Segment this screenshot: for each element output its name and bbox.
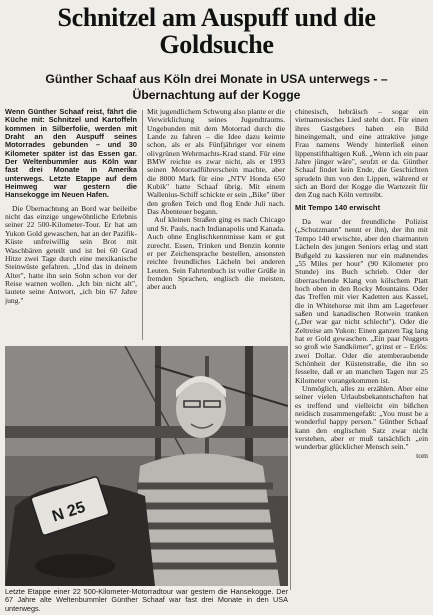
col2-paragraph-2: Auf kleinen Straßen ging es nach Chicago und St. Pauls, nach Indianapolis und Kanada. Auch ohne Englischkenntnisse kam er gut zurecht. Essen, Trinken und Benzin konnte er per Zeichensprache bestellen, ansonsten reichte freundliches Lächeln bei anderen Leuten. Sein Fahrtenbuch ist voller Grüße in fremden Sprachen, englisch die meisten, aber auch [147,215,285,292]
column-1 [5,108,137,343]
article-photo [5,346,288,586]
lead-paragraph: Wenn Günther Schaaf reist, fährt die Küche mit: Schnitzel und Kartoffeln kommen in Silberfolie, werden mit Draht an den Auspuff seines Motorrades gebunden – und 30 Kilometer später ist das Essen gar. Der Weltenbummler aus Köln war fast drei Monate in Amerika unterwegs. Letzte Etappe auf dem Heimweg war gestern die Hansekogge im Neuen Hafen. [5,108,137,200]
license-plate-text: N 25 [50,498,88,526]
column-divider [290,110,291,590]
author-signature: tom [416,450,428,460]
column-2 [147,108,285,343]
col3-paragraph-3: Unmöglich, alles zu erzählen. Aber eine seiner vielen Urlaubsbekanntschaften hat es treffend und vielleicht ein bißchen neidisch zusammengefaßt: „You must be a wonderful happy person." Günther Schaaf kann den englischen Satz zwar nicht verstehen, aber er muß tatsächlich „ein wunderbar glücklicher Mensch sein." [295,384,428,452]
col3-subheading: Mit Tempo 140 erwischt [295,202,381,212]
col2-paragraph-1: Mit jugendlichem Schwung also plante er die Verwirklichung seines Jugendtraums. Ungebunden mit dem Motorrad durch die Lande zu fahren – die Idee dazu keimte schon, als er als Fünfjähriger vor einem olivgrünen Wehrmachts-Krad stand. Für eine BMW reichte es zwar nicht, als er 1993 seinen Motorradführerschein machte, aber die 8000 Mark für eine „NTV Honda 650 Kubik" hatte Schaaf übrig. Mit einem Wallenius-Schiff schickte er sein „Bike" über den großen Teich und flog Ende Juli nach. Das Abenteuer begann. [147,108,285,217]
column-3 [295,108,428,580]
col1-paragraph-1: Die Übernachtung an Bord war beileibe nicht das einzige ungewöhnliche Erlebnis seiner 22 500-Kilometer-Tour. Er hat am Yukon Gold gewaschen, hat an der Pazifik-Küste unfreiwillig sein Brot mit Waschbären geteilt und ist bei 60 Grad Hitze zwei Tage durch eine mexikanische Steinwüste gefahren. „Und das in deinem Alter", hatte ihn sein Sohn schon vor der Reise warnen wollen. „Ich bin nicht alt", lautete seine Antwort, „ich bin 67 Jahre jung." [5,203,137,305]
subheadline: Günther Schaaf aus Köln drei Monate in USA unterwegs - – Übernachtung auf der Kogge [45,72,388,102]
headline: Schnitzel am Auspuff und die Goldsuche [57,3,376,59]
photo-caption: Letzte Etappe einer 22 500-Kilometer-Motorradtour war gestern die Hansekogge. Der 67 Jahre alte Weltenbummler Günther Schaaf war fast drei Monate in den USA unterwegs. [5,587,288,613]
column-divider [142,110,143,340]
col3-paragraph-2: Da war der freundliche Polizist („Schutzmann" nennt er ihn), der ihn mit Tempo 140 erwischte, aber den charmanten Lächeln des jungen Seniors erlag und statt Bußgeld zu kassieren nur ein mahnendes „55 Miles per hour" (90 Kilometer pro Stunde) ins Buch schrieb. Oder der überraschende Klang von kölschem Platt hoch oben in den Rocky Mountains. Oder das Treffen mit vier Kadetten aus Kassel, die in Whitehorse mit ihm am Lagerfeuer saßen und kanadischen Rotwein tranken („Der war gar nicht schlecht"). Oder die Zeltreise am Yukon: Einen ganzen Tag lang hat er Gold gewaschen. „Ein paar Nuggets so groß wie Sandkörner", grinst er – Erlös: zwei Dollar. Oder die atemberaubende Schönheit der Küstenstraße, die ihn so fesselte, daß er an manchen Tagen nur 25 Kilometer vorangekommen ist. [295,217,428,385]
col3-paragraph-1: chinesisch, hebräisch – sogar ein vietnamesisches Lied steht dort. Für einen ihres Gastgebers haben ein Bild hineingemalt, und eine attraktive junge Frau namens Wendy hinterließ einen lippenstifthaltigen Kuß. „Wenn ich ein paar Jahre jünger wäre", seufzt er da. Günther Schaaf findet kein Ende, die Geschichten sprudeln ihm von den Lippen, während er sich an Bord der Kogge die Wartezeit für den Zug nach Köln vertreibt. [295,108,428,200]
